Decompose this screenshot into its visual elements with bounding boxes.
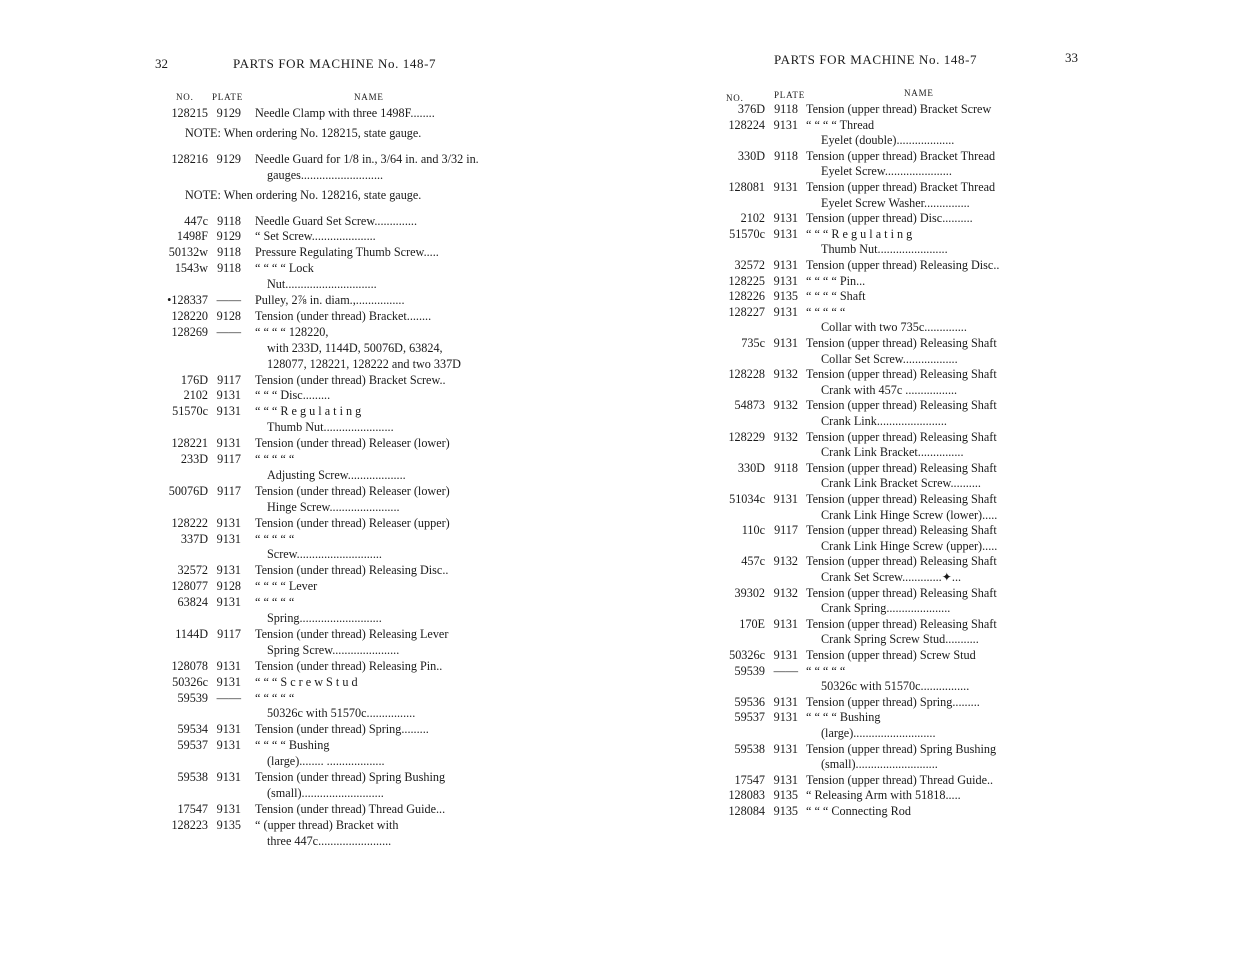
- part-name: Tension (upper thread) Releasing Shaft: [806, 585, 997, 600]
- part-name: “ “ “ R e g u l a t i n g: [806, 226, 913, 241]
- left-header-name: NAME: [354, 92, 384, 102]
- part-number: 735c: [741, 336, 765, 350]
- part-number: 233D: [180, 452, 208, 466]
- plate-number: 9117: [217, 483, 241, 498]
- part-name: “ “ “ “ “: [255, 595, 295, 610]
- plate-number: 9129: [216, 151, 241, 166]
- part-number: 59537: [177, 738, 208, 753]
- part-number: 2102: [740, 211, 765, 226]
- part-name: “ “ “ “ 128220,: [255, 324, 329, 339]
- part-number: •128337: [167, 293, 208, 307]
- part-number: 457c: [741, 554, 765, 569]
- plate-number: 9131: [773, 648, 798, 662]
- part-name: Tension (under thread) Bracket........: [255, 308, 432, 323]
- plate-number: 9131: [773, 226, 798, 241]
- part-name-continued: Adjusting Screw...................: [267, 467, 406, 482]
- part-name-continued: Spring...........................: [267, 610, 382, 625]
- part-number: 128224: [728, 117, 765, 132]
- plate-number: 9129: [216, 229, 241, 244]
- part-name-continued: 128077, 128221, 128222 and two 337D: [267, 356, 461, 371]
- part-name: Tension (upper thread) Screw Stud: [806, 648, 976, 662]
- plate-number: 9131: [216, 722, 241, 737]
- plate-number: 9131: [216, 404, 241, 419]
- part-name: Tension (under thread) Releaser (lower): [255, 483, 450, 498]
- part-number: 59539: [177, 690, 208, 705]
- part-name: Tension (upper thread) Spring Bushing: [806, 741, 997, 756]
- part-number: 63824: [177, 595, 208, 610]
- part-number: 32572: [734, 258, 765, 272]
- plate-number: 9129: [216, 106, 241, 120]
- part-number: 330D: [737, 460, 765, 475]
- plate-number: 9131: [773, 180, 798, 194]
- part-name: “ “ “ Disc.........: [255, 388, 331, 403]
- part-number: 128077: [171, 579, 208, 594]
- part-name: “ “ “ “ “: [806, 663, 846, 678]
- plate-number: 9128: [216, 579, 241, 594]
- part-name: “ “ “ “ “: [806, 304, 846, 319]
- plate-number: 9131: [216, 531, 241, 546]
- plate-number: 9132: [773, 554, 798, 569]
- plate-number: 9131: [773, 258, 798, 272]
- part-name-continued: Thumb Nut.......................: [821, 242, 948, 257]
- part-name: “ Releasing Arm with 51818.....: [806, 788, 961, 803]
- part-number: 128223: [171, 817, 208, 832]
- left-page-title: PARTS FOR MACHINE No. 148-7: [233, 56, 437, 71]
- part-name-continued: Spring Screw......................: [267, 642, 400, 657]
- part-number: 59539: [734, 663, 765, 678]
- plate-number: 9118: [774, 148, 798, 163]
- plate-number: 9117: [217, 452, 241, 466]
- part-number: 128228: [728, 367, 765, 382]
- plate-number: 9118: [774, 102, 798, 116]
- plate-number: ——: [216, 324, 241, 339]
- plate-number: 9131: [216, 515, 241, 530]
- plate-number: 9117: [217, 372, 241, 387]
- part-name: “ “ “ “ Lock: [255, 261, 314, 276]
- part-number: 50076D: [168, 483, 208, 498]
- part-name-continued: Collar with two 735c..............: [821, 320, 967, 335]
- part-name: Tension (under thread) Releasing Pin..: [255, 658, 443, 673]
- part-name-continued: Eyelet Screw......................: [821, 164, 952, 179]
- part-name-continued: Crank Set Screw.............✦...: [821, 569, 962, 584]
- plate-number: 9132: [773, 398, 798, 413]
- part-number: 50326c: [172, 674, 208, 689]
- part-number: 39302: [734, 585, 765, 600]
- part-name: Tension (upper thread) Releasing Shaft: [806, 429, 997, 444]
- part-name: “ “ “ “ “: [255, 690, 295, 705]
- part-name: Tension (under thread) Releasing Disc..: [255, 563, 449, 578]
- plate-number: 9132: [773, 429, 798, 444]
- part-number: 32572: [177, 563, 208, 578]
- plate-number: 9131: [773, 741, 798, 756]
- part-number: 128225: [728, 273, 765, 288]
- part-name: “ “ “ “ “: [255, 452, 295, 466]
- part-name-continued: 50326c with 51570c................: [821, 679, 970, 694]
- plate-number: 9131: [773, 616, 798, 631]
- part-name-continued: Crank Spring Screw Stud...........: [821, 632, 979, 647]
- ordering-note: NOTE: When ordering No. 128216, state gauge.: [185, 187, 422, 202]
- part-number: 128220: [171, 308, 208, 323]
- part-name: Needle Clamp with three 1498F........: [255, 106, 435, 120]
- right-header-no: NO.: [726, 93, 744, 103]
- part-number: 447c: [184, 213, 208, 228]
- left-page: [0, 0, 560, 954]
- part-number: 59537: [734, 710, 765, 725]
- part-name: Tension (under thread) Spring.........: [255, 722, 429, 737]
- part-name: Pulley, 2⅞ in. diam.,................: [255, 293, 405, 307]
- plate-number: 9131: [216, 436, 241, 451]
- plate-number: 9131: [773, 304, 798, 319]
- part-name-continued: Crank Spring.....................: [821, 601, 951, 616]
- part-name: Tension (upper thread) Bracket Thread: [806, 148, 996, 163]
- part-number: 128227: [728, 304, 765, 319]
- part-name: Tension (under thread) Releaser (lower): [255, 436, 450, 451]
- part-number: 17547: [734, 772, 765, 787]
- right-header-name: NAME: [904, 88, 934, 98]
- part-number: 128083: [728, 788, 765, 803]
- part-number: 128084: [728, 804, 765, 818]
- right-page-number: 33: [1065, 50, 1078, 65]
- right-header-plate: PLATE: [774, 90, 805, 100]
- plate-number: 9131: [216, 674, 241, 689]
- plate-number: 9131: [773, 117, 798, 132]
- part-name: Tension (upper thread) Bracket Screw: [806, 102, 992, 116]
- part-number: 50326c: [729, 648, 765, 662]
- part-number: 1498F: [176, 229, 208, 244]
- part-name: “ “ “ “ Shaft: [806, 289, 866, 304]
- part-number: 2102: [183, 388, 208, 403]
- part-name: “ “ “ “ Lever: [255, 579, 318, 594]
- plate-number: 9135: [773, 804, 798, 818]
- part-number: 59534: [177, 722, 208, 737]
- right-page-title: PARTS FOR MACHINE No. 148-7: [774, 52, 978, 67]
- part-number: 59538: [177, 770, 208, 784]
- part-name: Tension (under thread) Spring Bushing: [255, 770, 446, 784]
- part-number: 128226: [728, 289, 765, 304]
- part-name: Tension (upper thread) Releasing Shaft: [806, 336, 997, 350]
- plate-number: 9131: [216, 595, 241, 610]
- part-name-continued: Thumb Nut.......................: [267, 420, 394, 435]
- part-number: 1144D: [175, 626, 208, 641]
- part-name: Tension (upper thread) Releasing Shaft: [806, 460, 997, 475]
- part-name-continued: 50326c with 51570c................: [267, 706, 416, 721]
- part-name: “ (upper thread) Bracket with: [255, 817, 399, 832]
- part-name-continued: (small)...........................: [267, 785, 384, 800]
- part-name-continued: Crank Link Hinge Screw (upper).....: [821, 538, 998, 553]
- part-name: Tension (upper thread) Releasing Disc..: [806, 258, 1000, 272]
- part-name-continued: Eyelet Screw Washer...............: [821, 195, 970, 210]
- part-name: Tension (upper thread) Releasing Shaft: [806, 492, 997, 506]
- part-number: 128222: [171, 515, 208, 530]
- plate-number: ——: [216, 293, 241, 307]
- part-number: 59538: [734, 741, 765, 756]
- part-name: “ “ “ “ Pin...: [806, 273, 866, 288]
- plate-number: 9131: [773, 273, 798, 288]
- right-page: [640, 0, 1235, 954]
- part-name: Tension (under thread) Bracket Screw..: [255, 372, 446, 387]
- plate-number: 9118: [217, 213, 241, 228]
- plate-number: 9131: [773, 772, 798, 787]
- part-number: 376D: [737, 102, 765, 116]
- plate-number: 9131: [773, 336, 798, 350]
- part-name: Pressure Regulating Thumb Screw.....: [255, 245, 439, 260]
- plate-number: 9131: [216, 563, 241, 578]
- part-name-continued: Crank with 457c .................: [821, 382, 958, 397]
- plate-number: 9131: [216, 770, 241, 784]
- part-name: Tension (upper thread) Disc..........: [806, 211, 973, 226]
- part-number: 1543w: [174, 261, 208, 276]
- part-name: Tension (upper thread) Releasing Shaft: [806, 398, 997, 413]
- part-name: “ “ “ “ Bushing: [255, 738, 330, 753]
- part-number: 128229: [728, 429, 765, 444]
- plate-number: 9135: [216, 817, 241, 832]
- ordering-note: NOTE: When ordering No. 128215, state gauge.: [185, 125, 422, 140]
- part-number: 128081: [728, 180, 765, 194]
- part-name: “ Set Screw.....................: [255, 229, 376, 244]
- part-number: 128078: [171, 658, 208, 673]
- part-number: 128221: [171, 436, 208, 451]
- plate-number: 9117: [217, 626, 241, 641]
- part-name-continued: (large)...........................: [821, 725, 936, 740]
- left-header-plate: PLATE: [212, 92, 243, 102]
- plate-number: 9128: [216, 308, 241, 323]
- part-number: 128215: [171, 106, 208, 120]
- part-name: Tension (upper thread) Releasing Shaft: [806, 554, 997, 569]
- plate-number: ——: [216, 690, 241, 705]
- plate-number: 9131: [773, 710, 798, 725]
- part-name-continued: Crank Link Bracket Screw..........: [821, 476, 981, 491]
- part-name: “ “ “ “ Bushing: [806, 710, 881, 725]
- part-name-continued: Crank Link Hinge Screw (lower).....: [821, 507, 998, 522]
- part-name: “ “ “ R e g u l a t i n g: [255, 404, 362, 419]
- part-name-continued: Crank Link Bracket...............: [821, 445, 964, 460]
- part-name-continued: Eyelet (double)...................: [821, 133, 955, 148]
- part-name: Tension (upper thread) Bracket Thread: [806, 180, 996, 194]
- plate-number: 9131: [773, 211, 798, 226]
- plate-number: 9132: [773, 585, 798, 600]
- left-header-no: NO.: [176, 92, 194, 102]
- part-number: 330D: [737, 148, 765, 163]
- part-number: 128269: [171, 324, 208, 339]
- plate-number: 9131: [216, 738, 241, 753]
- part-number: 176D: [180, 372, 208, 387]
- part-name-continued: (small)...........................: [821, 757, 938, 772]
- part-name-continued: Collar Set Screw..................: [821, 351, 958, 366]
- part-number: 51570c: [172, 404, 208, 419]
- part-name-continued: three 447c........................: [267, 833, 392, 848]
- part-number: 17547: [177, 801, 208, 816]
- part-name-continued: Crank Link.......................: [821, 413, 947, 428]
- part-name: Tension (under thread) Releaser (upper): [255, 515, 450, 530]
- plate-number: 9131: [773, 492, 798, 506]
- part-name: Needle Guard for 1/8 in., 3/64 in. and 3/32 in.: [255, 151, 479, 166]
- part-number: 128216: [171, 151, 208, 166]
- part-name-continued: Nut..............................: [267, 277, 377, 292]
- plate-number: ——: [773, 663, 798, 678]
- plate-number: 9117: [774, 523, 798, 538]
- part-name: Tension (upper thread) Spring.........: [806, 694, 980, 709]
- part-number: 50132w: [168, 245, 208, 260]
- plate-number: 9135: [773, 788, 798, 803]
- part-name: Needle Guard Set Screw..............: [255, 213, 418, 228]
- plate-number: 9118: [774, 460, 798, 475]
- plate-number: 9132: [773, 367, 798, 382]
- part-number: 51570c: [729, 226, 765, 241]
- left-page-number: 32: [155, 56, 168, 71]
- part-name: “ “ “ S c r e w S t u d: [255, 674, 358, 689]
- part-name-continued: Screw............................: [267, 547, 382, 562]
- plate-number: 9118: [217, 261, 241, 276]
- plate-number: 9131: [773, 694, 798, 709]
- part-number: 170E: [739, 616, 765, 631]
- part-name: “ “ “ “ “: [255, 531, 295, 546]
- part-name-continued: with 233D, 1144D, 50076D, 63824,: [267, 340, 443, 355]
- part-number: 337D: [180, 531, 208, 546]
- part-name: Tension (upper thread) Releasing Shaft: [806, 616, 997, 631]
- plate-number: 9118: [217, 245, 241, 260]
- part-name: “ “ “ “ Thread: [806, 117, 875, 132]
- part-name: Tension (under thread) Releasing Lever: [255, 626, 449, 641]
- part-name: Tension (upper thread) Thread Guide..: [806, 772, 994, 787]
- plate-number: 9131: [216, 801, 241, 816]
- part-name: Tension (upper thread) Releasing Shaft: [806, 367, 997, 382]
- part-name-continued: (large)........ ...................: [267, 754, 385, 769]
- part-name: “ “ “ Connecting Rod: [806, 804, 911, 818]
- part-number: 51034c: [729, 492, 765, 506]
- part-number: 54873: [734, 398, 765, 413]
- plate-number: 9135: [773, 289, 798, 304]
- part-name: Tension (under thread) Thread Guide...: [255, 801, 446, 816]
- plate-number: 9131: [216, 388, 241, 403]
- part-number: 110c: [741, 523, 765, 538]
- part-number: 59536: [734, 694, 765, 709]
- part-name-continued: gauges...........................: [267, 167, 384, 182]
- plate-number: 9131: [216, 658, 241, 673]
- part-name-continued: Hinge Screw.......................: [267, 499, 400, 514]
- part-name: Tension (upper thread) Releasing Shaft: [806, 523, 997, 538]
